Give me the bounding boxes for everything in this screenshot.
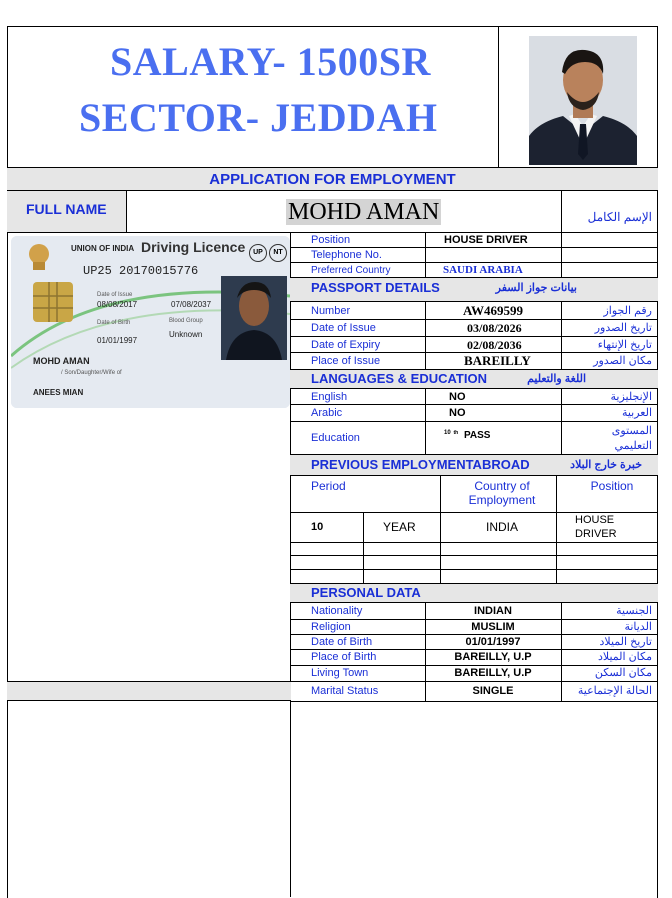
living-town-label: Living Town: [311, 667, 369, 679]
emp-line-1: [290, 512, 658, 513]
col-country-line-2: Employment: [468, 493, 536, 507]
passport-heading-ar: بيانات جواز السفر: [495, 282, 577, 294]
licence-issue-value: 08/08/2017: [97, 300, 138, 309]
header-divider: [498, 26, 499, 167]
passport-divider-2: [561, 302, 562, 369]
driving-licence-card: [11, 236, 290, 408]
licence-blood-value: Unknown: [169, 330, 203, 339]
licence-union: UNION OF INDIA: [71, 244, 135, 253]
licence-father-name: ANEES MIAN: [33, 388, 84, 397]
place-of-issue-label-ar: مكان الصدور: [593, 355, 652, 367]
col-position: Position: [590, 479, 634, 493]
education-label: Education: [311, 432, 360, 444]
col-country-line-1: Country of: [474, 479, 530, 493]
languages-heading: LANGUAGES & EDUCATION: [311, 371, 487, 386]
personal-line-5: [290, 681, 658, 682]
education-result: PASS: [463, 430, 491, 441]
nationality-label: Nationality: [311, 605, 363, 617]
emp-line-3: [290, 555, 658, 556]
country-value: SAUDI ARABIA: [443, 264, 523, 276]
period-unit: YEAR: [383, 520, 416, 534]
place-of-birth-value: BAREILLY, U.P: [454, 651, 532, 663]
dob-label-ar: تاريخ الميلاد: [599, 636, 652, 648]
full-name-label-ar: الإسم الكامل: [587, 210, 652, 224]
licence-number: UP25 20170015776: [83, 264, 199, 278]
passport-line-2: [290, 336, 658, 337]
position-label: Position: [311, 234, 351, 246]
licence-holder-name: MOHD AMAN: [33, 356, 90, 366]
full-name-divider: [561, 191, 562, 233]
period-number: 10: [311, 521, 324, 533]
employment-country: INDIA: [485, 520, 518, 534]
employment-position-2: DRIVER: [575, 528, 617, 540]
religion-label: Religion: [311, 621, 351, 633]
living-town-label-ar: مكان السكن: [594, 667, 652, 679]
emp-divider-c: [556, 476, 557, 583]
nationality-value: INDIAN: [474, 605, 512, 617]
emp-divider-b: [440, 476, 441, 583]
place-of-issue-label: Place of Issue: [311, 355, 381, 367]
passport-heading: PASSPORT DETAILS: [311, 280, 440, 295]
marital-status-label: Marital Status: [311, 685, 379, 697]
issue-date-label: Date of Issue: [311, 322, 376, 334]
education-grade-suffix: th: [453, 430, 459, 436]
licence-badge-up: UP: [249, 244, 267, 262]
arabic-value: NO: [449, 407, 466, 419]
expiry-date-label: Date of Expiry: [311, 339, 381, 351]
marital-status-value: SINGLE: [472, 685, 514, 697]
full-name-label: FULL NAME: [26, 201, 107, 217]
licence-dob-label: Date of Birth: [97, 320, 131, 326]
lang-divider-1: [425, 389, 426, 454]
personal-line-6: [290, 701, 658, 702]
english-label: English: [311, 391, 348, 403]
applicant-photo-image: [529, 36, 637, 165]
expiry-date-value: 02/08/2036: [467, 338, 522, 352]
job-divider-2: [561, 232, 562, 277]
issue-date-value: 03/08/2026: [467, 321, 522, 335]
left-column-divider: [290, 232, 291, 897]
lang-divider-2: [561, 389, 562, 454]
applicant-photo: [529, 36, 637, 165]
employment-heading: PREVIOUS EMPLOYMENTABROAD: [311, 457, 530, 472]
licence-blood-label: Blood Group: [169, 318, 203, 324]
emp-line-4: [290, 569, 658, 570]
lang-line-2: [290, 421, 658, 422]
nationality-label-ar: الجنسية: [616, 605, 652, 617]
licence-background: [11, 236, 290, 408]
passport-number-label-ar: رقم الجواز: [603, 305, 652, 317]
education-label-ar-2: التعليمي: [614, 440, 652, 452]
licence-dob-value: 01/01/1997: [97, 336, 138, 345]
emp-divider-a: [363, 512, 364, 583]
job-divider-1: [425, 232, 426, 277]
dob-value: 01/01/1997: [465, 636, 521, 648]
religion-label-ar: الديانة: [624, 621, 652, 633]
personal-divider-2: [561, 603, 562, 701]
telephone-label: Telephone No.: [311, 249, 382, 261]
english-value: NO: [449, 391, 466, 403]
arabic-label: Arabic: [311, 407, 343, 419]
english-label-ar: الإنجليزية: [610, 391, 652, 403]
sector-heading: SECTOR- JEDDAH: [79, 95, 438, 140]
languages-heading-ar: اللغة والتعليم: [527, 373, 586, 385]
row-line-2: [290, 262, 658, 263]
salary-heading: SALARY- 1500SR: [110, 39, 431, 84]
employment-heading-ar: خبرة خارج البلاد: [570, 459, 642, 471]
place-of-birth-label: Place of Birth: [311, 651, 377, 663]
personal-divider-1: [425, 603, 426, 701]
place-of-birth-label-ar: مكان الميلاد: [597, 651, 652, 663]
expiry-date-label-ar: تاريخ الإنتهاء: [597, 339, 652, 351]
marital-status-label-ar: الحالة الإجتماعية: [577, 685, 652, 697]
lang-line-1: [290, 404, 658, 405]
arabic-label-ar: العربية: [621, 407, 652, 419]
education-value: [444, 430, 490, 441]
passport-number-value: AW469599: [463, 303, 523, 318]
personal-line-1: [290, 619, 658, 620]
passport-line-1: [290, 319, 658, 320]
employment-position-1: HOUSE: [575, 514, 615, 526]
dob-label: Date of Birth: [311, 636, 373, 648]
issue-date-label-ar: تاريخ الصدور: [594, 322, 652, 334]
emp-line-2: [290, 542, 658, 543]
licence-relation-label: / Son/Daughter/Wife of: [61, 370, 122, 376]
left-grey-strip: [7, 681, 291, 701]
place-of-issue-value: BAREILLY: [464, 353, 531, 368]
full-name-value: MOHD AMAN: [288, 199, 440, 225]
education-label-ar-1: المستوى: [611, 425, 652, 437]
licence-issue-label: Date of Issue: [97, 292, 133, 298]
position-value: HOUSE DRIVER: [444, 234, 528, 246]
row-line-1: [290, 247, 658, 248]
form-title: APPLICATION FOR EMPLOYMENT: [209, 171, 456, 188]
personal-heading: PERSONAL DATA: [311, 585, 421, 600]
col-period: Period: [311, 479, 346, 493]
country-label: Preferred Country: [311, 265, 391, 276]
passport-divider-1: [425, 302, 426, 369]
licence-title: Driving Licence: [141, 239, 246, 255]
licence-badge-nt: NT: [269, 244, 287, 262]
licence-valid-value: 07/08/2037: [171, 300, 212, 309]
passport-number-label: Number: [311, 305, 351, 317]
religion-value: MUSLIM: [471, 621, 515, 633]
education-grade: 10: [444, 430, 451, 436]
living-town-value: BAREILLY, U.P: [454, 667, 532, 679]
